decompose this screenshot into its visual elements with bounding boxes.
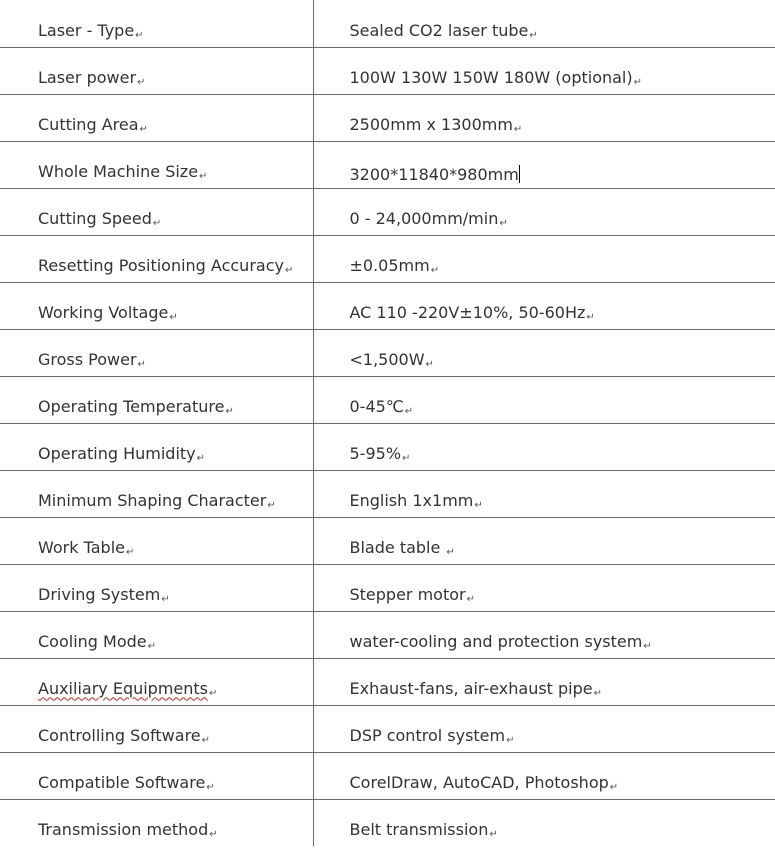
spec-value-cell (313, 188, 775, 235)
spec-label-cell (0, 376, 313, 423)
table-row (0, 94, 775, 141)
paragraph-mark-icon: ↵ (489, 829, 498, 840)
paragraph-mark-icon: ↵ (404, 405, 414, 417)
spec-value-cell (313, 423, 775, 470)
spec-label-cell (0, 141, 313, 188)
spec-value-cell (313, 235, 775, 282)
spec-label: Whole Machine Size (38, 161, 199, 181)
spec-label-cell (0, 611, 313, 658)
spec-label: Compatible Software (38, 772, 206, 792)
table-row (0, 470, 775, 517)
spec-value: 0-45℃ (349, 396, 404, 416)
spec-label-cell (0, 47, 313, 94)
paragraph-mark-icon: ↵ (529, 29, 538, 41)
spec-label-cell (0, 0, 313, 47)
spec-value: 100W 130W 150W 180W (optional) (349, 67, 633, 87)
spec-label-cell (0, 658, 313, 705)
spec-value-cell (313, 47, 775, 94)
table-row (0, 611, 775, 658)
spec-value: Blade table (349, 537, 446, 557)
table-row (0, 282, 775, 329)
paragraph-mark-icon: ↵ (643, 640, 652, 652)
spec-value: Sealed CO2 laser tube (349, 20, 529, 40)
table-row (0, 141, 775, 188)
table-row (0, 799, 775, 846)
paragraph-mark-icon: ↵ (506, 734, 515, 746)
paragraph-mark-icon: ↵ (139, 123, 148, 135)
paragraph-mark-icon: ↵ (209, 829, 218, 840)
spec-label-cell (0, 329, 313, 376)
spec-value: DSP control system (349, 725, 506, 745)
spec-value: Belt transmission (349, 820, 489, 839)
spec-value-cell (313, 282, 775, 329)
table-row (0, 705, 775, 752)
table-row (0, 564, 775, 611)
spec-value-cell (313, 611, 775, 658)
paragraph-mark-icon: ↵ (474, 499, 483, 511)
paragraph-mark-icon: ↵ (161, 593, 170, 605)
paragraph-mark-icon: ↵ (169, 311, 178, 323)
paragraph-mark-icon: ↵ (137, 358, 146, 370)
paragraph-mark-icon: ↵ (586, 311, 595, 323)
spec-value: 3200*11840*980mm (349, 164, 519, 184)
spec-label: Operating Temperature (38, 396, 225, 416)
spec-value: Exhaust-fans, air-exhaust pipe (349, 678, 593, 698)
spec-value-cell (313, 705, 775, 752)
spec-label-cell (0, 564, 313, 611)
table-row (0, 423, 775, 470)
paragraph-mark-icon: ↵ (609, 781, 619, 793)
paragraph-mark-icon: ↵ (425, 358, 434, 370)
paragraph-mark-icon: ↵ (199, 170, 208, 182)
spec-value-cell (313, 517, 775, 564)
paragraph-mark-icon: ↵ (225, 405, 234, 417)
spec-value: ±0.05mm (349, 255, 430, 275)
spec-label-cell (0, 799, 313, 846)
spec-label: Minimum Shaping Character (38, 490, 267, 510)
spec-label: Controlling Software (38, 725, 201, 745)
paragraph-mark-icon: ↵ (152, 217, 162, 229)
spec-value: CorelDraw, AutoCAD, Photoshop (349, 772, 609, 792)
spec-label: Transmission method (38, 820, 209, 839)
spec-value: Stepper motor (349, 584, 466, 604)
spec-value: water-cooling and protection system (349, 631, 643, 651)
spec-value: <1,500W (349, 349, 425, 369)
spec-value-cell (313, 470, 775, 517)
spec-value-cell (313, 752, 775, 799)
paragraph-mark-icon: ↵ (147, 640, 157, 652)
paragraph-mark-icon: ↵ (125, 546, 135, 558)
paragraph-mark-icon: ↵ (284, 264, 294, 276)
spec-value-cell[interactable] (313, 141, 775, 188)
spec-label: Working Voltage (38, 302, 169, 322)
spec-label: Laser - Type (38, 20, 135, 40)
spec-label: Driving System (38, 584, 161, 604)
spec-label: Gross Power (38, 349, 137, 369)
spec-label-cell (0, 282, 313, 329)
spec-value-cell (313, 0, 775, 47)
paragraph-mark-icon: ↵ (633, 76, 642, 88)
spec-value-cell (313, 329, 775, 376)
spec-value: 2500mm x 1300mm (349, 114, 513, 134)
spec-label: Cooling Mode (38, 631, 147, 651)
table-row (0, 517, 775, 564)
spec-label-cell (0, 423, 313, 470)
spec-label: Laser power (38, 67, 137, 87)
paragraph-mark-icon: ↵ (206, 781, 215, 793)
text-cursor-icon (519, 165, 520, 183)
table-row (0, 376, 775, 423)
spec-value-cell (313, 376, 775, 423)
spec-value-cell (313, 799, 775, 846)
paragraph-mark-icon: ↵ (209, 687, 218, 699)
paragraph-mark-icon: ↵ (430, 264, 440, 276)
spec-value-cell (313, 94, 775, 141)
spec-label: Cutting Area (38, 114, 139, 134)
spec-value: English 1x1mm (349, 490, 474, 510)
table-row (0, 329, 775, 376)
spec-value: 0 - 24,000mm/min (349, 208, 499, 228)
spec-label: Cutting Speed (38, 208, 152, 228)
spec-label-cell (0, 470, 313, 517)
table-row (0, 658, 775, 705)
spec-value: 5-95% (349, 443, 402, 463)
paragraph-mark-icon: ↵ (196, 452, 206, 464)
spec-value: AC 110 -220V±10%, 50-60Hz (349, 302, 586, 322)
spec-label-cell (0, 705, 313, 752)
paragraph-mark-icon: ↵ (201, 734, 211, 746)
spec-value-cell (313, 564, 775, 611)
spec-value-cell (313, 658, 775, 705)
spec-label-cell (0, 752, 313, 799)
table-row (0, 188, 775, 235)
spec-label: Work Table (38, 537, 125, 557)
spec-label-cell (0, 235, 313, 282)
table-row (0, 235, 775, 282)
table-row (0, 752, 775, 799)
spec-label: Operating Humidity (38, 443, 196, 463)
paragraph-mark-icon: ↵ (513, 123, 523, 135)
paragraph-mark-icon: ↵ (267, 499, 276, 511)
spec-label-cell (0, 188, 313, 235)
paragraph-mark-icon: ↵ (446, 546, 455, 558)
paragraph-mark-icon: ↵ (135, 29, 144, 41)
table-row (0, 0, 775, 47)
spec-label: Auxiliary Equipments (38, 678, 209, 698)
spec-label-cell (0, 517, 313, 564)
paragraph-mark-icon: ↵ (499, 217, 508, 229)
paragraph-mark-icon: ↵ (593, 687, 603, 699)
paragraph-mark-icon: ↵ (466, 593, 475, 605)
spec-label: Resetting Positioning Accuracy (38, 255, 284, 275)
paragraph-mark-icon: ↵ (137, 76, 146, 88)
table-row (0, 47, 775, 94)
paragraph-mark-icon: ↵ (402, 452, 411, 464)
spec-label-cell (0, 94, 313, 141)
